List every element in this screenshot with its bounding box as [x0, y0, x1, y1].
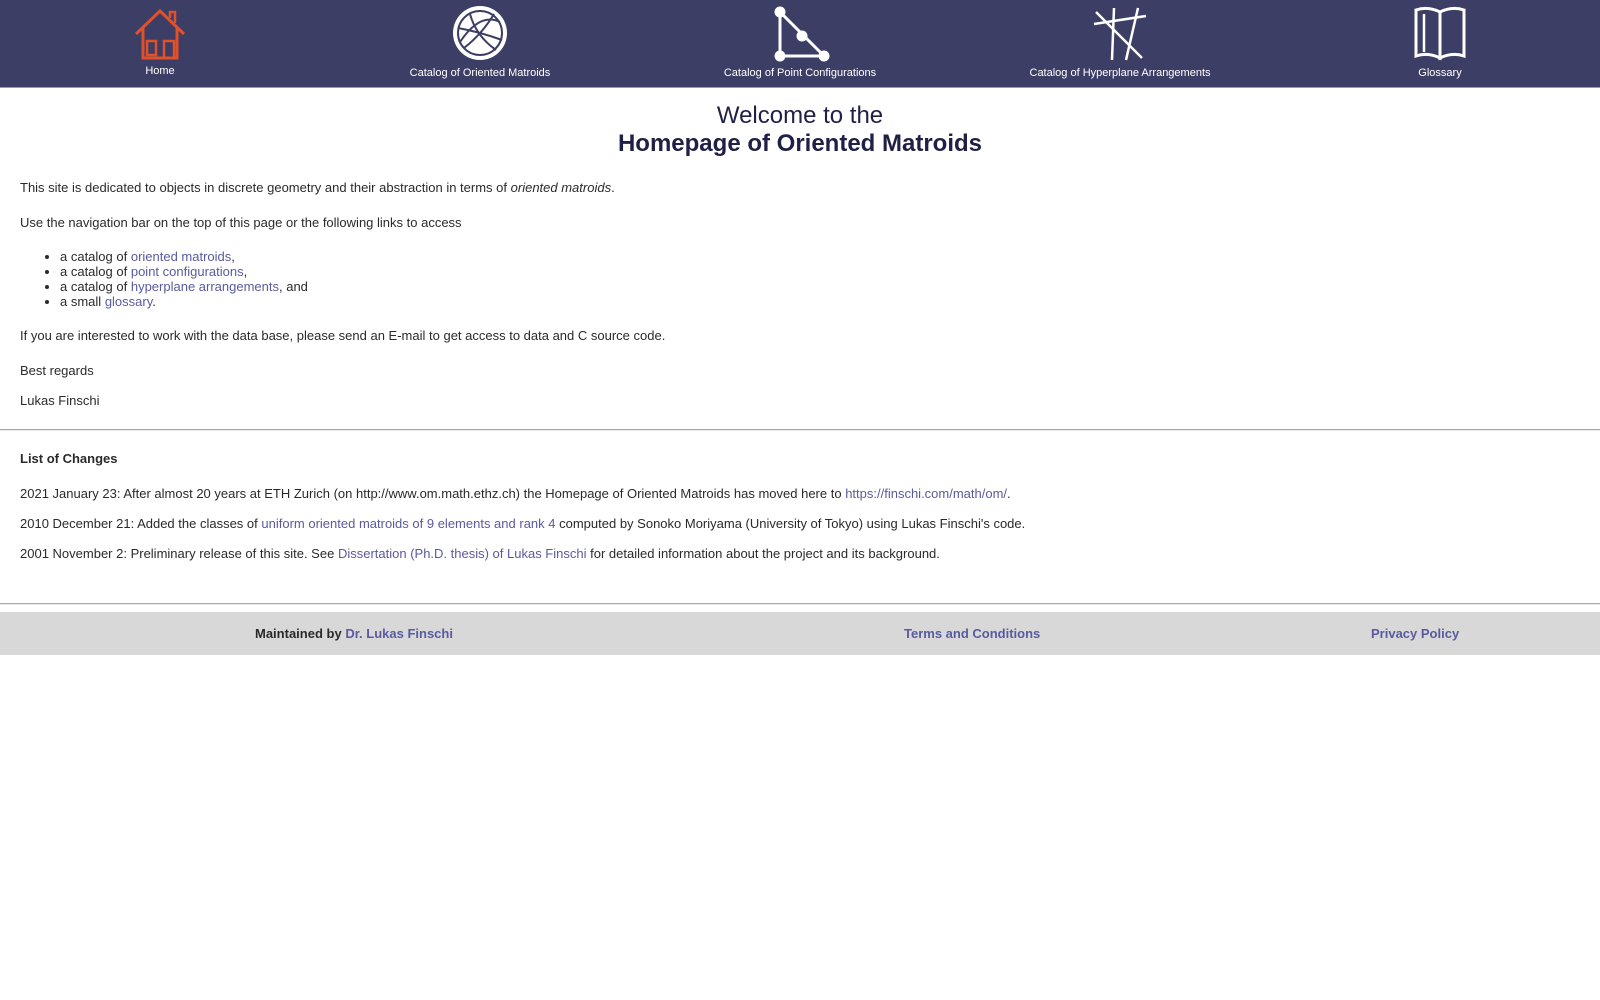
- link-terms-and-conditions[interactable]: Terms and Conditions: [904, 626, 1041, 641]
- nav-oriented-matroids-label: Catalog of Oriented Matroids: [409, 67, 551, 79]
- link-new-homepage[interactable]: https://finschi.com/math/om/: [845, 486, 1008, 501]
- homepage-title: Homepage of Oriented Matroids: [617, 130, 983, 157]
- change-suffix: .: [1007, 486, 1011, 501]
- book-icon: [1410, 4, 1470, 62]
- link-glossary[interactable]: glossary: [104, 294, 153, 309]
- house-icon: [132, 4, 188, 60]
- link-point-configurations[interactable]: point configurations: [130, 264, 244, 279]
- link-privacy-policy[interactable]: Privacy Policy: [1371, 626, 1460, 641]
- nav-home[interactable]: [30, 4, 290, 77]
- change-suffix: computed by Sonoko Moriyama (University of Tokyo) using Lukas Finschi's code.: [559, 516, 1026, 531]
- change-entry: [20, 546, 940, 561]
- nav-hyperplane-arrangements-label: Catalog of Hyperplane Arrangements: [1029, 67, 1211, 79]
- intro-emphasis: oriented matroids: [510, 180, 612, 195]
- list-item-prefix: a catalog of: [60, 249, 128, 264]
- nav-home-label: Home: [145, 65, 175, 77]
- navigation-bar: [0, 0, 1600, 88]
- list-item-suffix: ,: [243, 264, 248, 279]
- navigation-hint: Use the navigation bar on the top of this page or the following links to access: [20, 215, 462, 230]
- welcome-line: Welcome to the: [716, 102, 884, 129]
- divider: [0, 429, 1600, 431]
- database-access-note: If you are interested to work with the data base, please send an E-mail to get access to data and C source code.: [20, 328, 666, 343]
- maintainer-info: [255, 626, 453, 641]
- list-item-prefix: a small: [60, 294, 102, 309]
- signature-text: Lukas Finschi: [20, 393, 100, 408]
- list-item: [60, 294, 308, 309]
- hyperplane-arrangement-icon: [1090, 4, 1150, 62]
- globe-icon: [450, 4, 510, 62]
- footer: [0, 612, 1600, 655]
- list-item-suffix: .: [152, 294, 156, 309]
- link-hyperplane-arrangements[interactable]: hyperplane arrangements: [130, 279, 279, 294]
- change-text: 2010 December 21: Added the classes of: [20, 516, 258, 531]
- change-text: 2001 November 2: Preliminary release of this site. See: [20, 546, 335, 561]
- change-entry: [20, 516, 1025, 531]
- list-item: [60, 264, 308, 279]
- nav-catalog-point-configurations[interactable]: [670, 4, 930, 79]
- intro-paragraph: [20, 180, 615, 195]
- link-dissertation[interactable]: Dissertation (Ph.D. thesis) of Lukas Finschi: [337, 546, 587, 561]
- nav-glossary-label: Glossary: [1418, 67, 1462, 79]
- divider: [0, 603, 1600, 605]
- link-oriented-matroids[interactable]: oriented matroids: [130, 249, 232, 264]
- catalog-links-list: [20, 249, 308, 309]
- list-item-prefix: a catalog of: [60, 264, 128, 279]
- intro-period: .: [611, 180, 615, 195]
- nav-catalog-hyperplane-arrangements[interactable]: [990, 4, 1250, 79]
- point-configuration-icon: [770, 4, 830, 62]
- change-text: 2021 January 23: After almost 20 years at ETH Zurich (on http://www.om.math.ethz.ch) the Homepage of Oriented Matroids has moved here to: [20, 486, 842, 501]
- page-title: [0, 102, 1600, 158]
- maintained-by-label: Maintained by: [255, 626, 342, 641]
- nav-glossary[interactable]: [1310, 4, 1570, 79]
- changes-title: List of Changes: [20, 451, 118, 466]
- intro-text: This site is dedicated to objects in discrete geometry and their abstraction in terms of: [20, 180, 508, 195]
- list-item: [60, 279, 308, 294]
- change-entry: [20, 486, 1011, 501]
- list-item-prefix: a catalog of: [60, 279, 128, 294]
- nav-point-configurations-label: Catalog of Point Configurations: [723, 67, 877, 79]
- regards-text: Best regards: [20, 363, 94, 378]
- list-item-suffix: ,: [231, 249, 235, 264]
- link-maintainer[interactable]: Dr. Lukas Finschi: [345, 626, 453, 641]
- link-uniform-oriented-matroids[interactable]: uniform oriented matroids of 9 elements and rank 4: [261, 516, 556, 531]
- change-suffix: for detailed information about the project and its background.: [590, 546, 940, 561]
- nav-catalog-oriented-matroids[interactable]: [350, 4, 610, 79]
- list-item: [60, 249, 308, 264]
- list-item-suffix: , and: [279, 279, 308, 294]
